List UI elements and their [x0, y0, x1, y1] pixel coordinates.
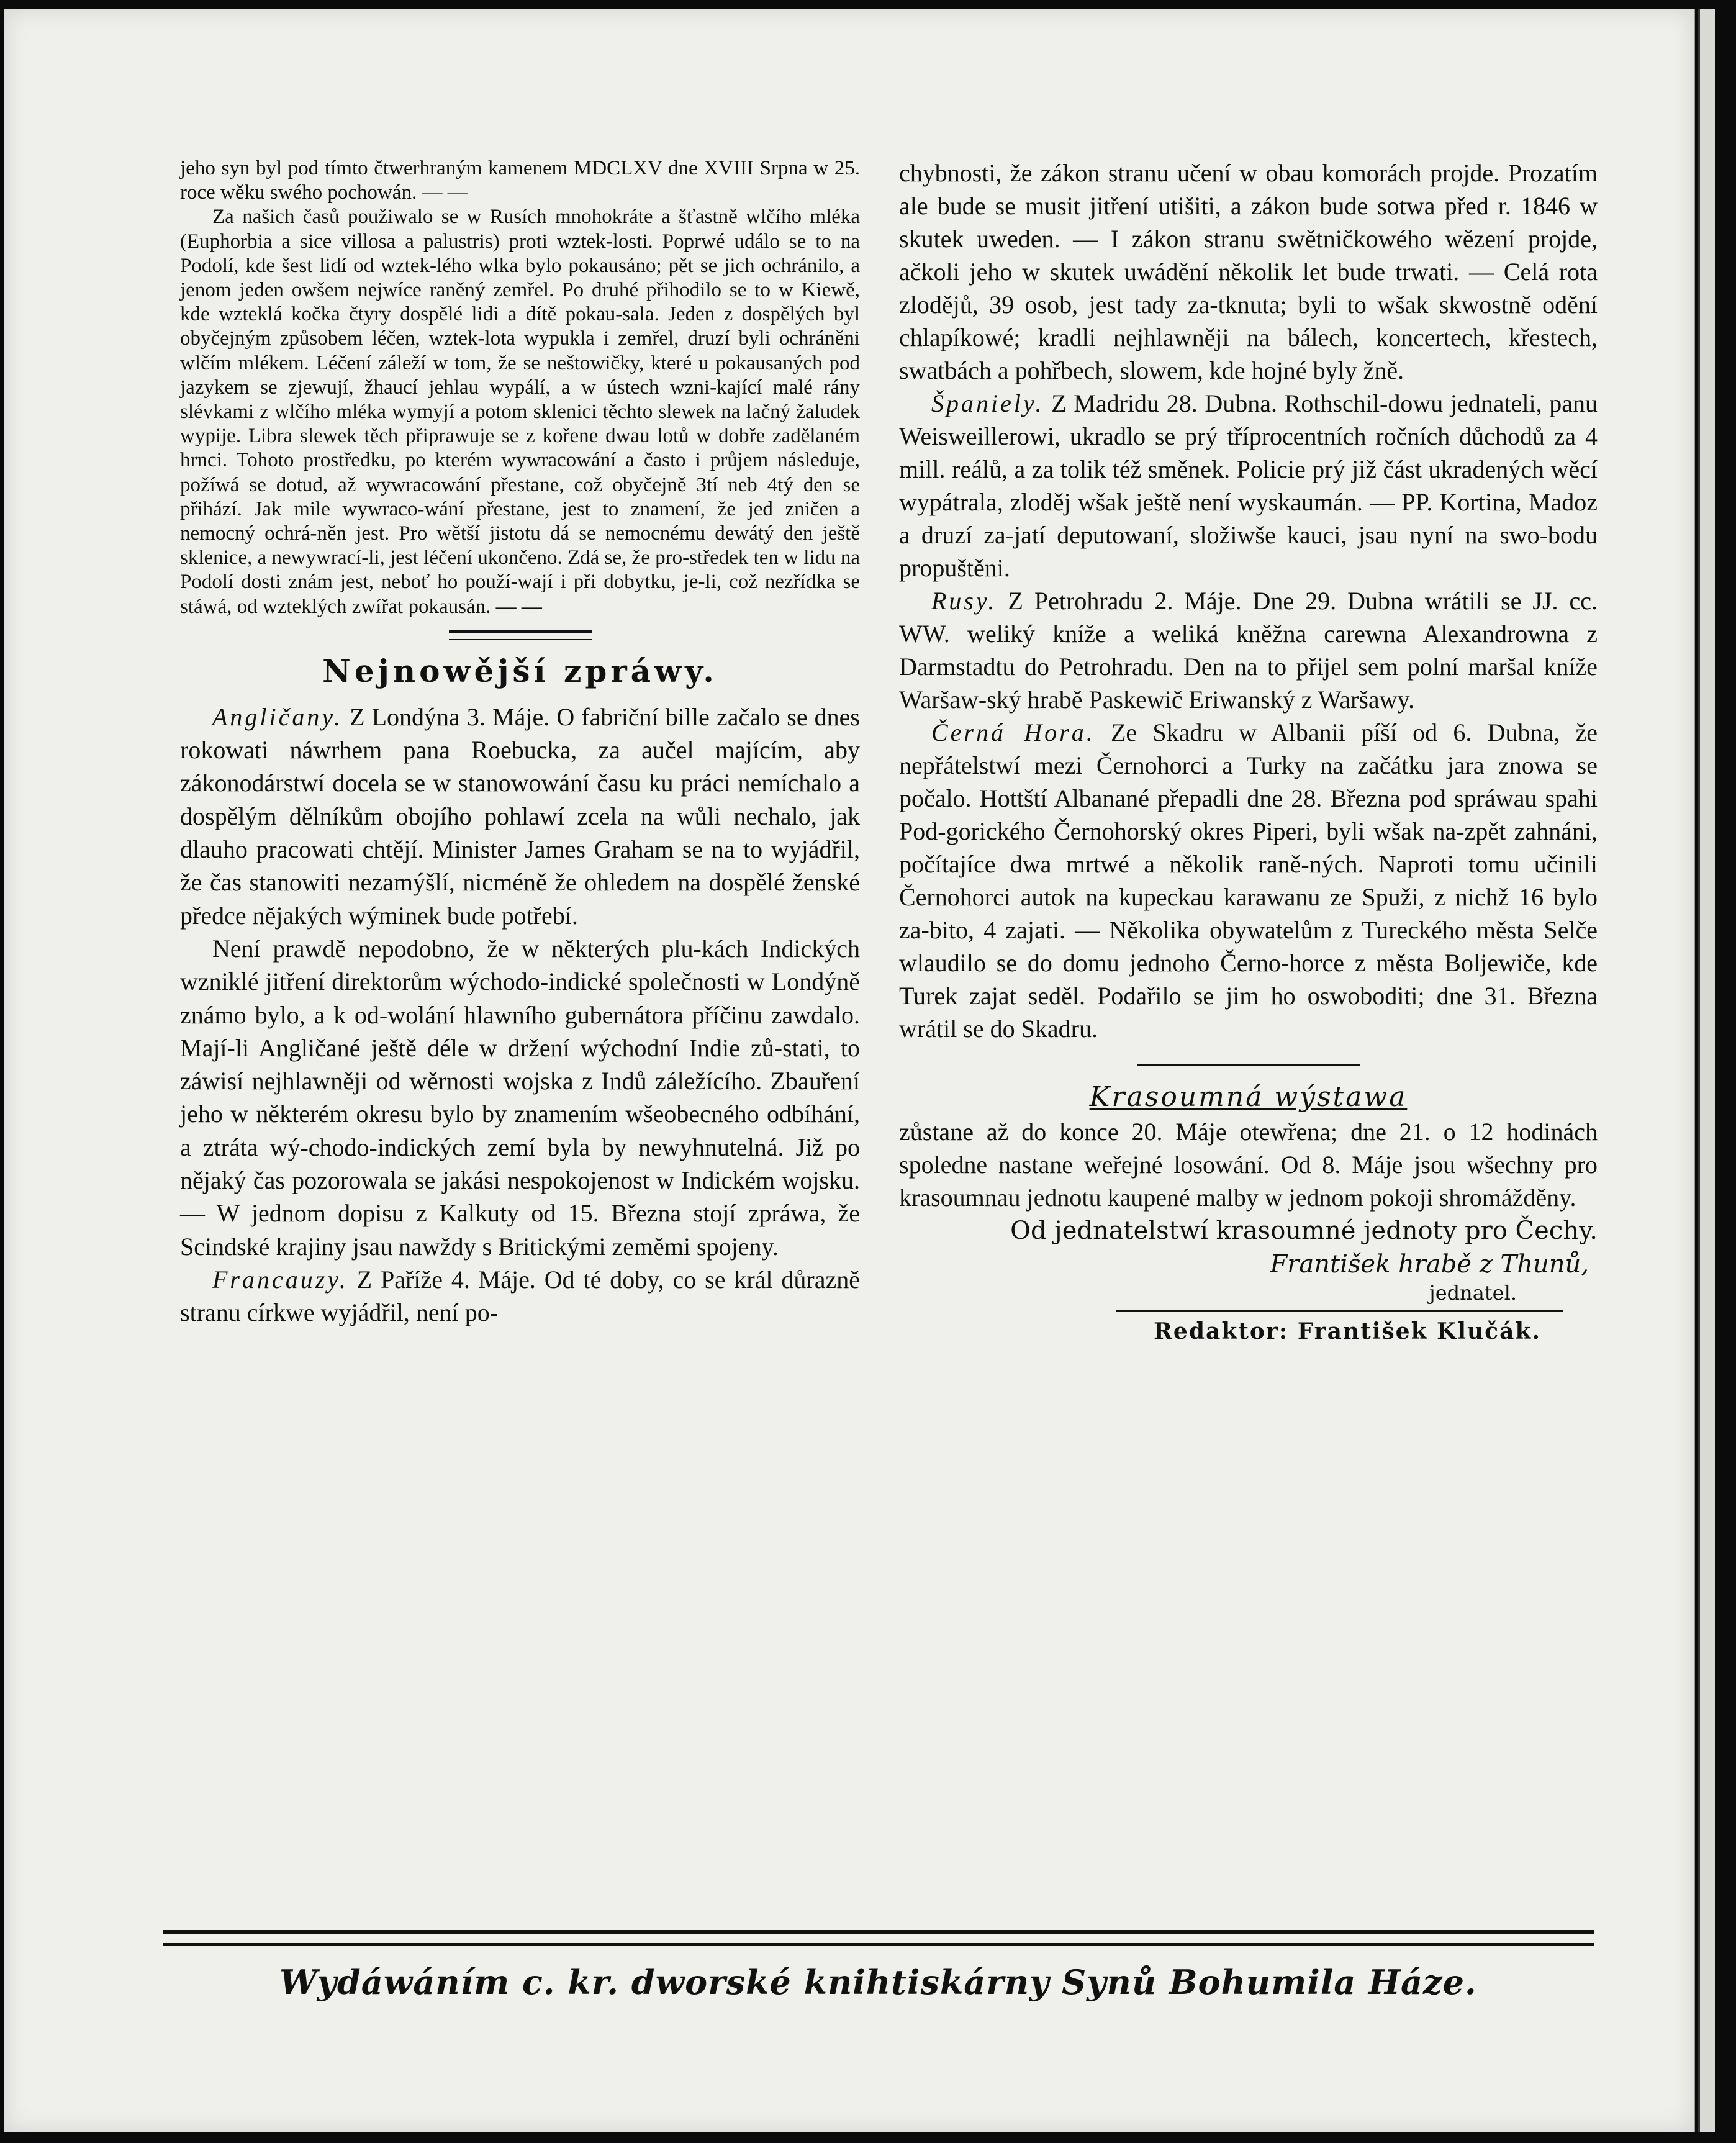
place-label: Rusy.: [931, 587, 997, 615]
news-russia: [899, 584, 1598, 716]
exhibition-text: zůstane až do konce 20. Máje otewřena; dne 21. o 12 hodinách spoledne nastane weřejné losowání. Od 8. Máje jsou wšechny pro krasoumnau jednotu kaupené malby w jednom pokoji shromážděny.: [899, 1118, 1598, 1212]
paragraph-text: Z Madridu 28. Dubna. Rothschil-dowu jednateli, panu Weisweillerowi, ukradlo se prý tříprocentních ročních důchodů za 4 mill. reálů, a za tolik též směnek. Policie prý již část ukradených wěcí wypátrala, zloděj wšak ještě není wyskaumán. — PP. Kortina, Madoz a druzí za-jatí deputowaní, složiwše kauci, jsau nyní na swo-bodu propuštěni.: [899, 389, 1598, 582]
section-divider: [449, 630, 592, 640]
place-label: Angličany.: [212, 702, 343, 731]
paragraph-text: Ze Skadru w Albanii píší od 6. Dubna, že nepřátelstwí mezi Černohorci a Turky na začátku jara znowa se počalo. Hottští Albanané přepadli dne 28. Března pod spráwau spahi Pod-gorického Černohorský okres Piperi, byli wšak na-zpět zahnáni, počítajíce dwa mrtwé a několik raně-ných. Naproti tomu učinili Černohorci autok na kupeckau karawanu ze Spuži, z nichž 16 bylo za-bito, 4 zajati. — Několika obywatelům z Tureckého města Selče wlaudilo se do domu jednoho Černo-horce z města Boljewiče, kde Turek zajat seděl. Podařilo se jim ho oswoboditi; dne 31. Března wrátil se do Skadru.: [899, 718, 1598, 1043]
news-montenegro: [899, 716, 1598, 1045]
place-label: Francauzy.: [212, 1265, 348, 1294]
footer-divider: [163, 1930, 1594, 1946]
news-france-continued: [899, 156, 1598, 387]
news-india: [180, 932, 860, 1263]
paragraph-text: Z Petrohradu 2. Máje. Dne 29. Dubna wrátili se JJ. cc. WW. weliký kníže a weliká kněžna carewna Alexandrowna z Darmstadtu do Petrohradu. Den na to přijel sem polní maršal kníže Waršaw-ský hrabě Paskewič Eriwanský z Waršawy.: [899, 587, 1598, 714]
editor-divider: [1116, 1310, 1563, 1312]
left-column: [180, 156, 860, 1330]
place-label: Španiely.: [931, 389, 1044, 417]
news-england: [180, 700, 860, 932]
signoff-line: Od jednatelstwí krasoumné jednoty pro Čechy.: [1010, 1216, 1598, 1245]
article-continuation: jeho syn byl pod tímto čtwerhraným kamenem MDCLXV dne XVIII Srpna w 25. roce wěku swého pochowán. — —: [180, 157, 860, 204]
signoff-title: jednatel.: [1429, 1281, 1517, 1305]
page-edge: [1698, 9, 1715, 2132]
section-divider: [1137, 1064, 1360, 1066]
paragraph-text: chybnosti, že zákon stranu učení w obau komorách projde. Prozatím ale bude se musit jitření utišiti, a zákon bude sotwa před r. 1846 w skutek uweden. — I zákon stranu swětničkowého wězení projde, ačkoli jeho w skutek uwádění několik let bude trwati. — Celá rota zlodějů, 39 osob, jest tady za-tknuta; byli to wšak skwostně odění chlapíkowé; kradli nejhlawněji na bálech, koncertech, křestech, swatbách a pohřbech, slowem, kde hojné byly žně.: [899, 159, 1598, 384]
right-column: [899, 156, 1598, 1344]
article-wolf-milk: Za našich časů použiwalo se w Rusích mnohokráte a šťastně wlčího mléka (Euphorbia a sice villosa a palustris) proti wztek-losti. Poprwé událo se to na Podolí, kde šest lidí od wztek-lého wlka bylo pokausáno; pět se jich ochránilo, a jenom jeden owšem nejwíce raněný zemřel. Po druhé přihodilo se to w Kiewě, kde wzteklá kočka čtyry dospělé lidi a dítě pokau-sala. Jeden z dospělých byl obyčejným způsobem léčen, wztek-lota wypukla i zemřel, druzí byli ochráněni wlčím mlékem. Léčení záleží w tom, že se neštowičky, které u pokausaných pod jazykem se zjewují, žhaucí jehlau wypálí, a w ústech wzni-kající malé rány slévkami z wlčího mléka wymyjí a potom sklenici těchto slewek na lačný žaludek wypije. Libra slewek těch připrawuje se z kořene dwau lotů w dobře zadělaném hrnci. Tohoto prostředku, po kterém wywracowání a často i průjem následuje, požíwá se dotud, až wywracowání přestane, což obyčejně 3tí neb 4tý den se přihází. Jak mile wywraco-wání přestane, jest to znamení, že jed zničen a nemocný ochrá-něn jest. Pro wětší jistotu dá se nemocnému dewátý den ještě sklenice, a newywrací-li, jest léčení ukončeno. Zdá se, že pro-středek ten w lidu na Podolí dosti znám jest, neboť ho použí-wají i při dobytku, je-li, což nezřídka se stáwá, od wzteklých zwířat pokausán. — —: [180, 206, 860, 618]
editor-credit: Redaktor: František Klučák.: [1154, 1318, 1541, 1344]
paragraph-text: Není prawdě nepodobno, že w některých plu-kách Indických wzniklé jitření direktorům wýchodo-indické společnosti w Londýně známo bylo, a k od-wolání hlawního gubernátora příčinu zawdalo. Mají-li Angličané ještě déle w držení wýchodní Indie zů-stati, to záwisí nejhlawněji od wěrnosti wojska z Indů záležícího. Zbauření jeho w některém okresu bylo by znamením wšeobecného odbíhání, a ztráta wý-chodo-indických zemí byla by newyhnutelná. Již po nějaký čas pozorowala se jakási nespokojenost w Indickém wojsku. — W jednom dopisu z Kalkuty od 15. Března stojí zpráwa, že Scindské krajiny jsau nawždy s Britickými zeměmi spojeny.: [180, 934, 860, 1261]
paragraph-text: Z Paříže 4. Máje. Od té doby, co se král důrazně stranu církwe wyjádřil, není po-: [180, 1265, 860, 1327]
place-label: Černá Hora.: [931, 718, 1095, 746]
printer-imprint: Wydáwáním c. kr. dworské knihtiskárny Synů Bohumila Háze.: [279, 1962, 1477, 2002]
signoff-name: František hrabě z Thunů,: [1270, 1250, 1589, 1279]
exhibition-title: Krasoumná wýstawa: [1089, 1081, 1408, 1113]
news-headline: Nejnowější zpráwy.: [322, 652, 718, 689]
news-spain: [899, 387, 1598, 584]
paragraph-text: Z Londýna 3. Máje. O fabriční bille začalo se dnes rokowati náwrhem pana Roebucka, za aučel majícím, aby zákonodárstwí docela se w stanowowání času ku práci nemíchalo a dospělým dělníkům obojího pohlawí zcela na wůli nechalo, jak dlauho pracowati chtějí. Minister James Graham se na to wyjádřil, že čas stanowiti nezamýšlí, nicméně že ohledem na dospělé ženské předce nějakých wýminek bude potřebí.: [180, 702, 860, 930]
news-france: [180, 1263, 860, 1330]
